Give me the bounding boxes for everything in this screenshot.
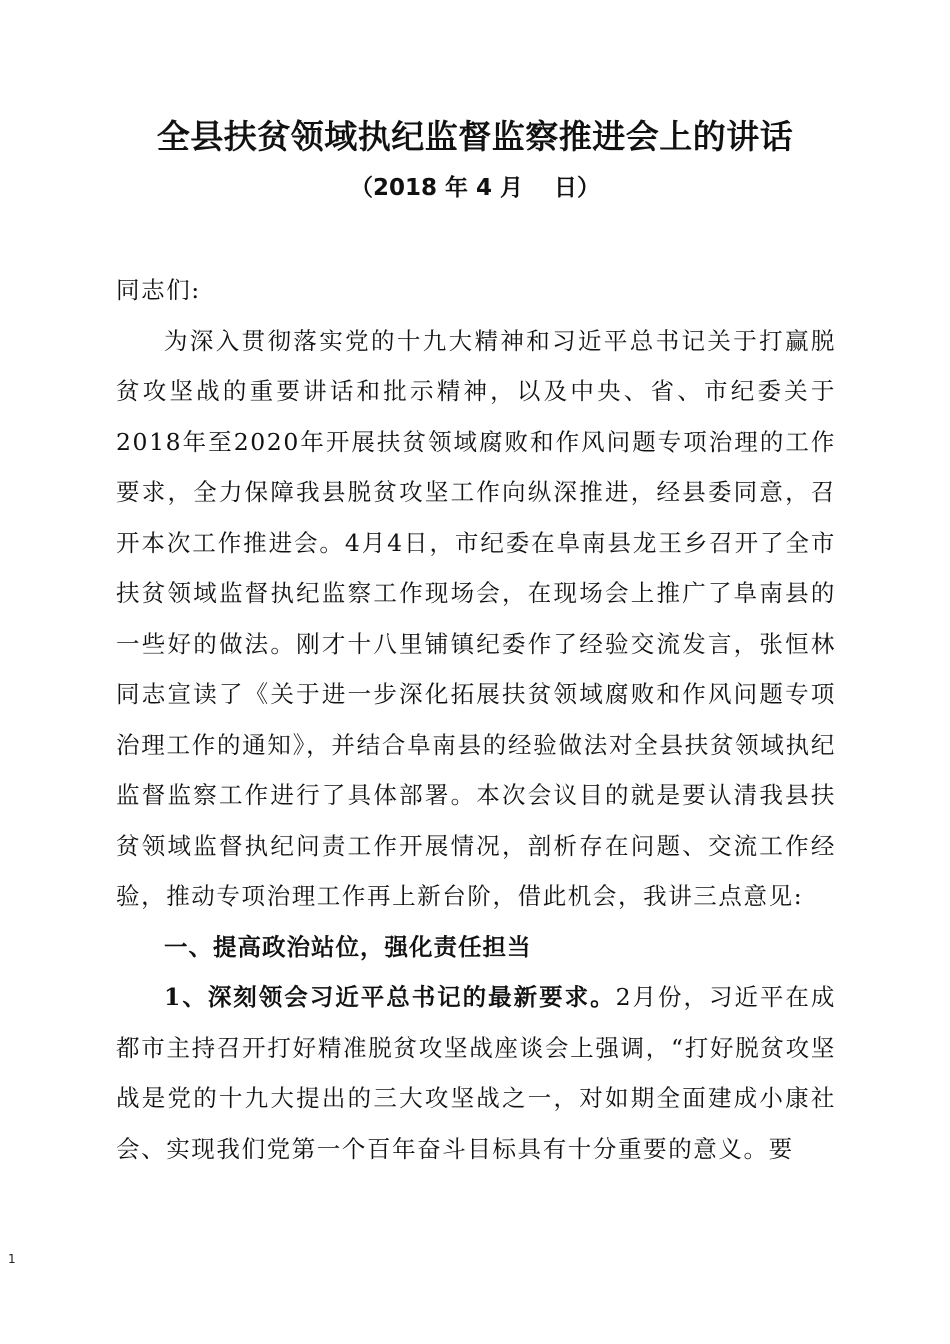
document-body bbox=[116, 265, 836, 1174]
document-date: （2018 年 4 月 日） bbox=[349, 175, 601, 201]
paragraph-2-lead: 1、深刻领会习近平总书记的最新要求。 bbox=[164, 983, 616, 1011]
body-paragraph-1: 为深入贯彻落实党的十九大精神和习近平总书记关于打赢脱贫攻坚战的重要讲话和批示精神，以及中央、省、市纪委关于2018年至2020年开展扶贫领域腐败和作风问题专项治理的工作要求，全力保障我县脱贫攻坚工作向纵深推进，经县委同意，召开本次工作推进会。4月4日，市纪委在阜南县龙王乡召开了全市扶贫领域监督执纪监察工作现场会，在现场会上推广了阜南县的一些好的做法。刚才十八里铺镇纪委作了经验交流发言，张恒林同志宣读了《关于进一步深化拓展扶贫领域腐败和作风问题专项治理工作的通知》，并结合阜南县的经验做法对全县扶贫领域执纪监督监察工作进行了具体部署。本次会议目的就是要认清我县扶贫领域监督执纪问责工作开展情况，剖析存在问题、交流工作经验，推动专项治理工作再上新台阶，借此机会，我讲三点意见: bbox=[116, 326, 836, 910]
salutation: 同志们: bbox=[116, 276, 201, 304]
body-paragraph-2 bbox=[116, 972, 836, 1174]
document-title: 全县扶贫领域执纪监督监察推进会上的讲话 bbox=[156, 117, 794, 156]
paragraph-2-body: 2月份，习近平在成都市主持召开打好精准脱贫攻坚战座谈会上强调，“打好脱贫攻坚战是党的十九大提出的三大攻坚战之一，对如期全面建成小康社会、实现我们党第一个百年奋斗目标具有十分重要的意义。要 bbox=[116, 983, 837, 1163]
page-number: 1 bbox=[8, 1252, 16, 1266]
section-heading-1: 一、提高政治站位，强化责任担当 bbox=[164, 932, 532, 961]
